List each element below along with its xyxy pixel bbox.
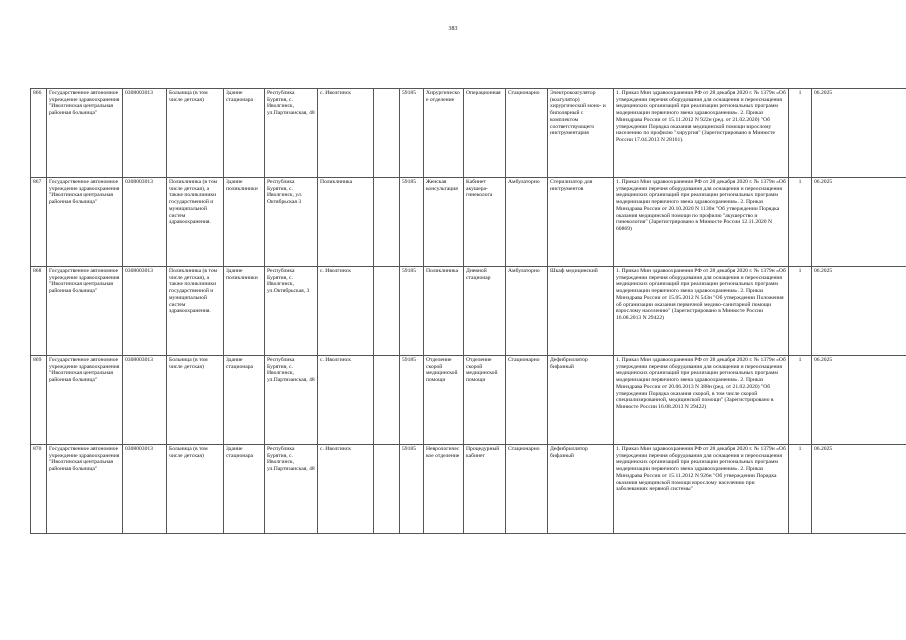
equipment-register-table bbox=[30, 88, 906, 534]
facility-type: Больница (в том числе детская) bbox=[167, 445, 224, 534]
row-number: 868 bbox=[31, 267, 47, 356]
address: Республика Бурятия, с. Иволгинск, ул.Партизанская, 48 bbox=[265, 356, 318, 445]
care-type: Стационарно bbox=[506, 356, 548, 445]
care-type: Стационарно bbox=[506, 89, 548, 178]
organization-code: 0308003013 bbox=[123, 89, 167, 178]
legal-basis: 1. Приказ Мин здравоохранения РФ от 28 декабря 2020 г. № 1379н «Об утверждении перечня оборудования для оснащения и переоснащения медицинских организаций при реализации региональных программ модернизации первичного звена здравоохранения». 2. Приказ Минздрава России от 20.06.2013 N 388н (ред. от 21.02.2020) "Об утверждении Порядка оказания скорой, в том числе скорой специализированной, медицинской помощи" (Зарегистрировано в Минюсте России 16.08.2013 N 29422) bbox=[614, 356, 789, 445]
empty-cell bbox=[374, 267, 400, 356]
organization-name: Государственное автономное учреждение здравоохранения "Иволгинская центральная районная больница" bbox=[47, 178, 123, 267]
address: Республика Бурятия, с. Иволгинск, ул.Партизанская, 48 bbox=[265, 89, 318, 178]
building: Здание поликлиники bbox=[224, 178, 265, 267]
postal-code: 59185 bbox=[400, 267, 424, 356]
organization-name: Государственное автономное учреждение здравоохранения "Иволгинская центральная районная больница" bbox=[47, 445, 123, 534]
quantity: 1 bbox=[789, 267, 812, 356]
row-number: 866 bbox=[31, 89, 47, 178]
legal-basis: 1. Приказ Мин здравоохранения РФ от 28 декабря 2020 г. № 1379н «Об утверждении перечня оборудования для оснащения и переоснащения медицинских организаций при реализации региональных программ модернизации первичного звена здравоохранения». 2. Приказ Минздрава России от 20.10.2020 N 1130н "Об утверждении Порядка оказания медицинской помощи по профилю "акушерство и гинекология" (Зарегистрировано в Минюсте России 12.11.2020 N 60869) bbox=[614, 178, 789, 267]
room: Дневной стационар bbox=[464, 267, 506, 356]
room: Операционная bbox=[464, 89, 506, 178]
room: Процедурный кабинет bbox=[464, 445, 506, 534]
table-row bbox=[31, 178, 906, 267]
address: Республика Бурятия, с. Иволгинск, ул.Октябрьская, 3 bbox=[265, 267, 318, 356]
room: Отделение скорой медицинской помощи bbox=[464, 356, 506, 445]
postal-code: 59185 bbox=[400, 356, 424, 445]
facility-type: Больница (в том числе детская) bbox=[167, 89, 224, 178]
organization-code: 0308003013 bbox=[123, 178, 167, 267]
care-type: Стационарно bbox=[506, 445, 548, 534]
empty-cell bbox=[374, 445, 400, 534]
locality: Поликлиника bbox=[318, 178, 374, 267]
legal-basis: 1. Приказ Мин здравоохранения РФ от 28 декабря 2020 г. № 1379н «Об утверждении перечня оборудования для оснащения и переоснащения медицинских организаций при реализации региональных программ модернизации первичного звена здравоохранения». 2. Приказ Минздрава России от 15.11.2012 N 922н (ред. от 21.02.2020) "Об утверждении Порядка оказания медицинской помощи взрослому населению по профилю "хирургия" (Зарегистрировано в Минюсте России 17.04.2013 N 28161). bbox=[614, 89, 789, 178]
organization-name: Государственное автономное учреждение здравоохранения "Иволгинская центральная районная больница" bbox=[47, 356, 123, 445]
equipment: Стерилизатор для инструментов bbox=[548, 178, 614, 267]
quantity: 1 bbox=[789, 178, 812, 267]
legal-basis: 1. Приказ Мин здравоохранения РФ от 28 декабря 2020 г. № 1379н «Об утверждении перечня оборудования для оснащения и переоснащения медицинских организаций при реализации региональных программ модернизации первичного звена здравоохранения». 2. Приказ Минздрава России от 15.05.2012 N 543н "Об утверждении Положения об организации оказания первичной медико-санитарной помощи взрослому населению" (Зарегистрировано в Минюсте России 16.08.2013 N 29422) bbox=[614, 267, 789, 356]
due-date: 06.2025 bbox=[812, 267, 906, 356]
empty-cell bbox=[374, 178, 400, 267]
page-number: 383 bbox=[448, 26, 458, 32]
legal-basis: 1. Приказ Мин здравоохранения РФ от 28 декабря 2020 г. № 1379н «Об утверждении перечня оборудования для оснащения и переоснащения медицинских организаций при реализации региональных программ модернизации первичного звена здравоохранения». 2. Приказ Минздрава России от 15.11.2012 N 926н "Об утверждении Порядка оказания медицинской помощи взрослому населению при заболеваниях нервной системы" bbox=[614, 445, 789, 534]
table-row bbox=[31, 267, 906, 356]
quantity: 1 bbox=[789, 89, 812, 178]
equipment: Шкаф медицинский bbox=[548, 267, 614, 356]
equipment: Дефибриллятор бифазный bbox=[548, 356, 614, 445]
due-date: 06.2025 bbox=[812, 178, 906, 267]
building: Здание стационара bbox=[224, 445, 265, 534]
department: Поликлиника bbox=[424, 267, 464, 356]
locality: с. Иволгинск bbox=[318, 445, 374, 534]
postal-code: 59185 bbox=[400, 89, 424, 178]
facility-type: Поликлиника (в том числе детская), а также поликлиники государственной и муниципальной систем здравоохранения. bbox=[167, 267, 224, 356]
address: Республика Бурятия, с. Иволгинск, ул.Партизанская, 48 bbox=[265, 445, 318, 534]
table-row bbox=[31, 356, 906, 445]
care-type: Амбулаторно bbox=[506, 178, 548, 267]
organization-code: 0308003013 bbox=[123, 356, 167, 445]
locality: с. Иволгинск bbox=[318, 267, 374, 356]
organization-code: 0308003013 bbox=[123, 267, 167, 356]
room: Кабинет акушера-гинеколога bbox=[464, 178, 506, 267]
postal-code: 59185 bbox=[400, 178, 424, 267]
facility-type: Поликлиника (в том числе детская), а также поликлиники государственной и муниципальной систем здравоохранения. bbox=[167, 178, 224, 267]
due-date: 06.2025 bbox=[812, 356, 906, 445]
building: Здание поликлиники bbox=[224, 267, 265, 356]
table-row bbox=[31, 89, 906, 178]
address: Республика Бурятия, с. Иволгинск, ул. Октябрьская 3 bbox=[265, 178, 318, 267]
postal-code: 59185 bbox=[400, 445, 424, 534]
organization-name: Государственное автономное учреждение здравоохранения "Иволгинская центральная районная больница" bbox=[47, 89, 123, 178]
equipment: Дефибриллятор бифазный bbox=[548, 445, 614, 534]
locality: с. Иволгинск bbox=[318, 89, 374, 178]
department: Отделение скорой медицинской помощи bbox=[424, 356, 464, 445]
table-row bbox=[31, 445, 906, 534]
quantity: 1 bbox=[789, 445, 812, 534]
department: Неврологичес кое отделение bbox=[424, 445, 464, 534]
locality: с. Иволгинск bbox=[318, 356, 374, 445]
building: Здание стационара bbox=[224, 356, 265, 445]
due-date: 06.2025 bbox=[812, 89, 906, 178]
care-type: Амбулаторно bbox=[506, 267, 548, 356]
empty-cell bbox=[374, 356, 400, 445]
quantity: 1 bbox=[789, 356, 812, 445]
equipment: Электрокоагулятор (коагулятор) хирургический моно- и биполярный с комплектом соответствующего инструментария bbox=[548, 89, 614, 178]
building: Здание стационара bbox=[224, 89, 265, 178]
facility-type: Больница (в том числе детская) bbox=[167, 356, 224, 445]
due-date: 06.2025 bbox=[812, 445, 906, 534]
row-number: 869 bbox=[31, 356, 47, 445]
department: Женская консультация bbox=[424, 178, 464, 267]
row-number: 867 bbox=[31, 178, 47, 267]
organization-code: 0308003013 bbox=[123, 445, 167, 534]
empty-cell bbox=[374, 89, 400, 178]
row-number: 870 bbox=[31, 445, 47, 534]
department: Хирургическо е отделение bbox=[424, 89, 464, 178]
organization-name: Государственное автономное учреждение здравоохранения "Иволгинская центральная районная больница" bbox=[47, 267, 123, 356]
